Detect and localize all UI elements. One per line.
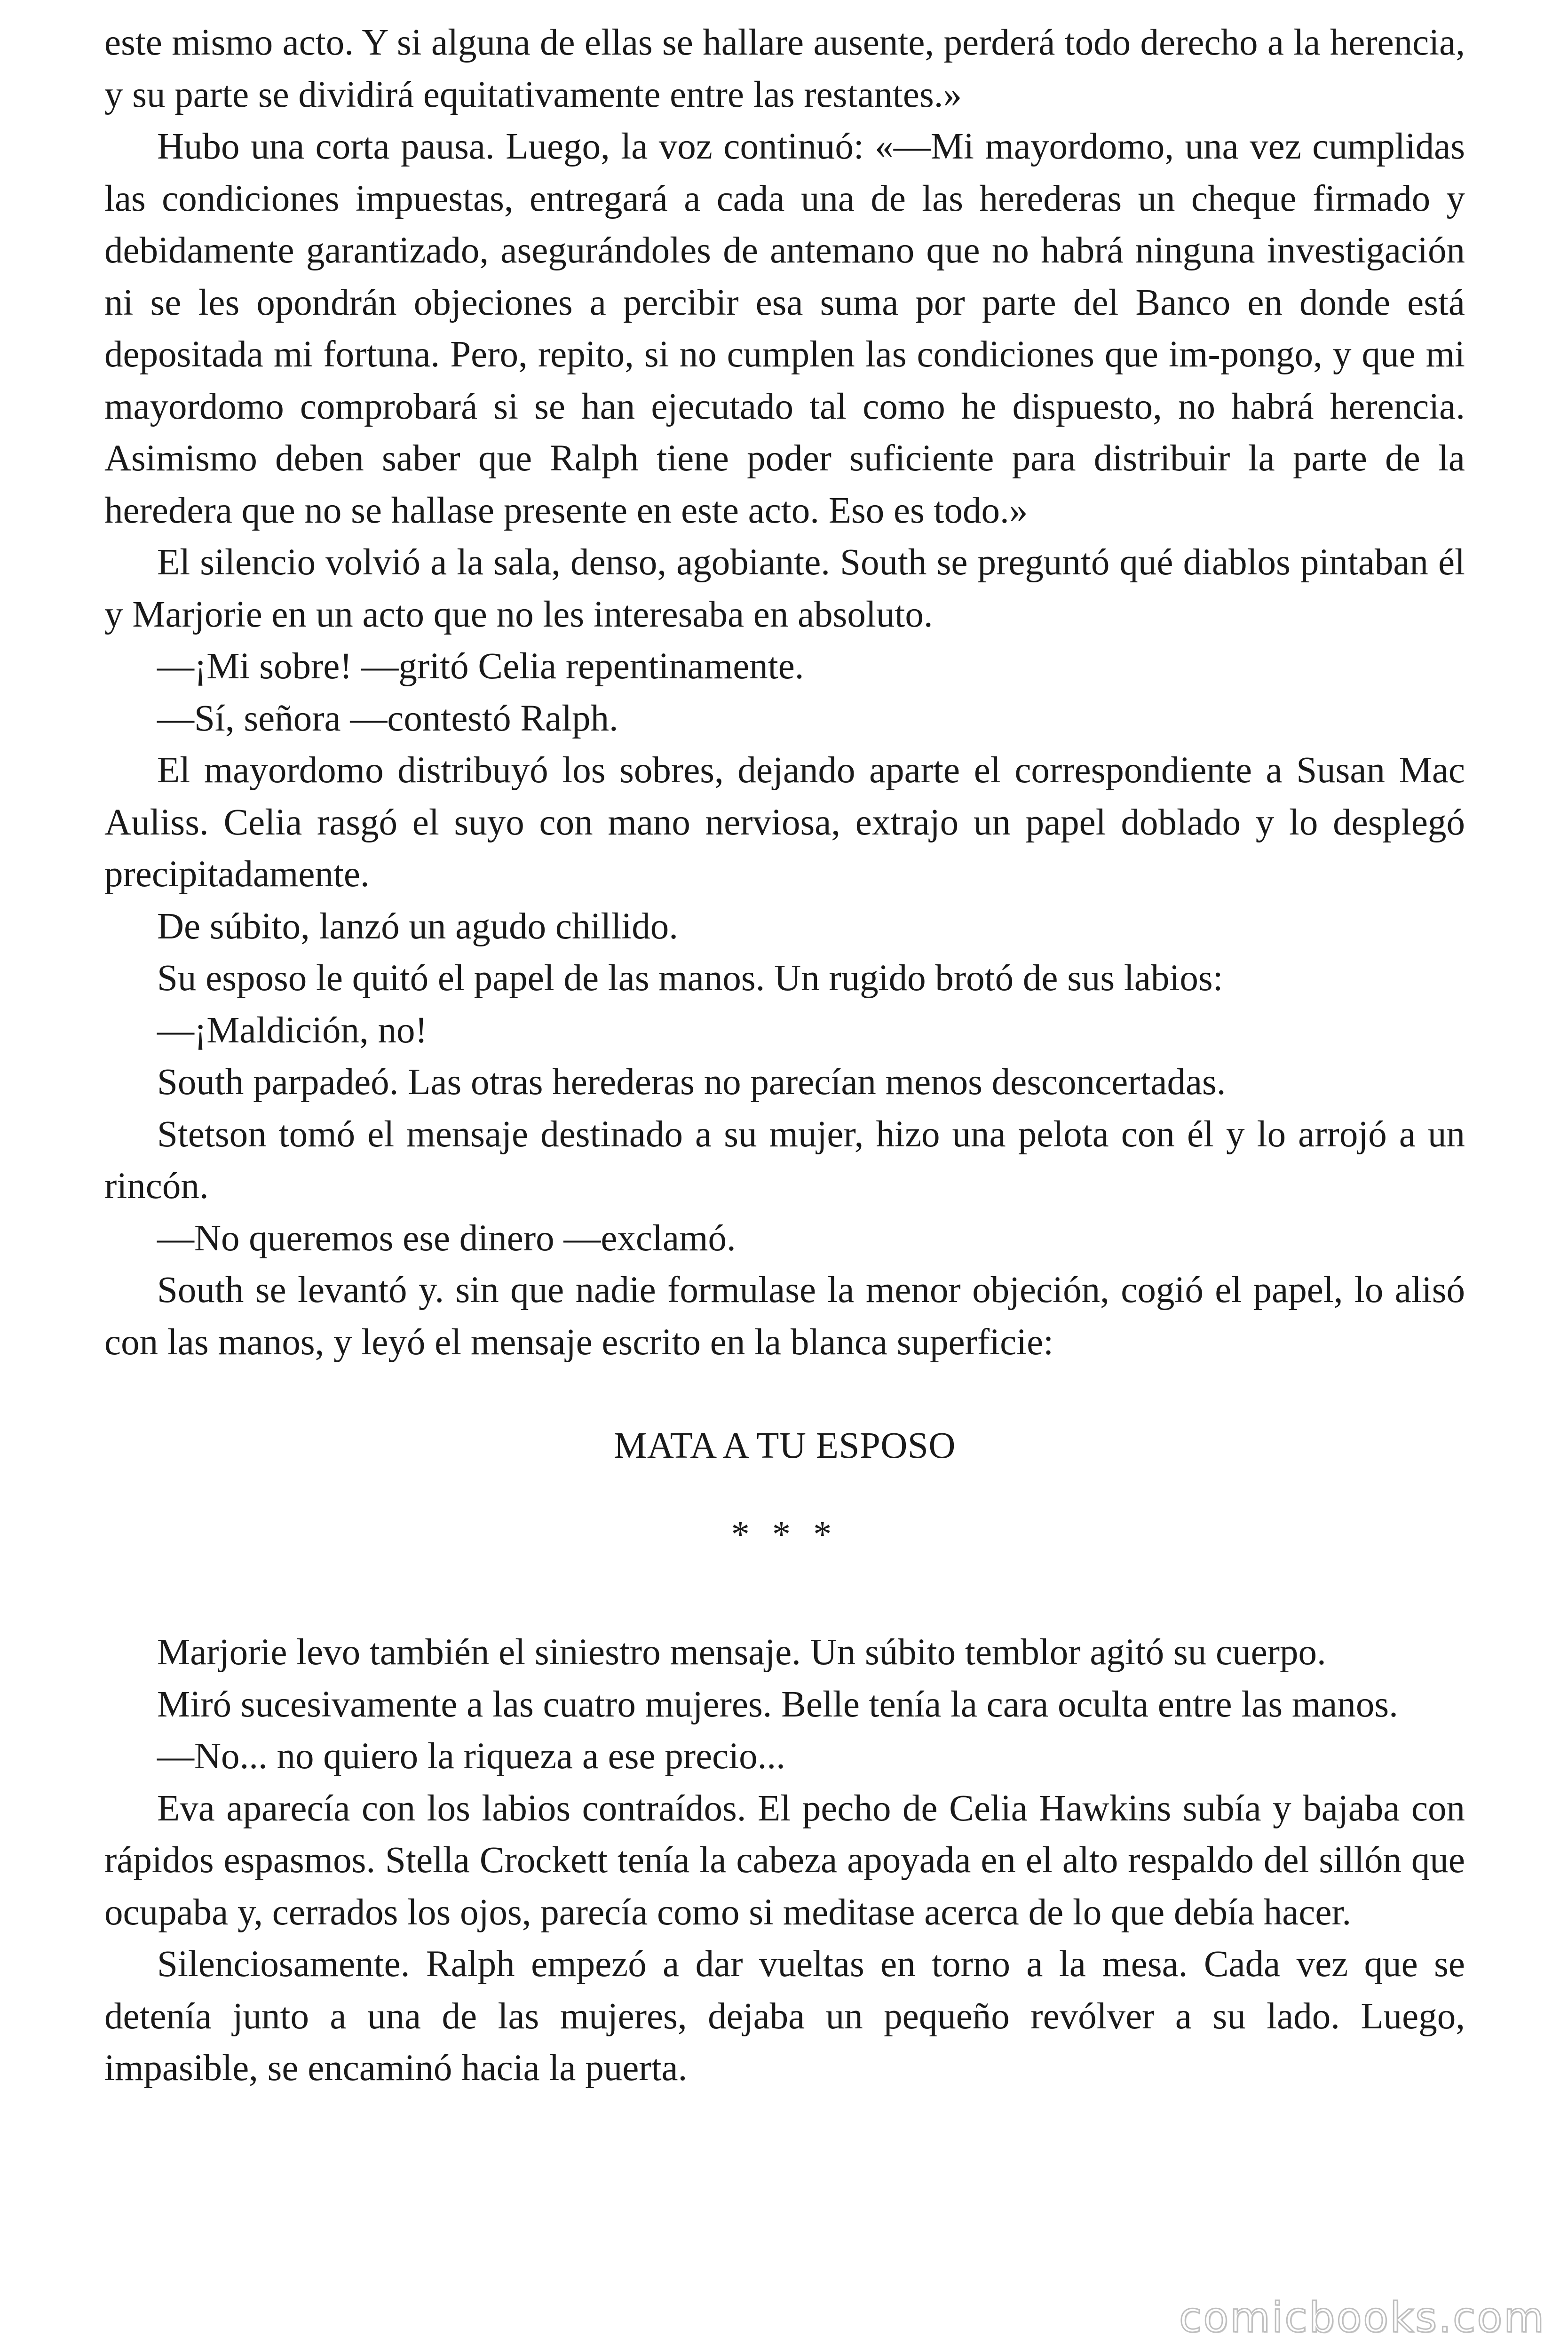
book-page xyxy=(104,17,1465,2095)
paragraph: El mayordomo distribuyó los sobres, dejando aparte el correspondiente a Susan Mac Auliss. Celia rasgó el suyo con mano nerviosa, extrajo un papel doblado y lo desplegó precipitadamente. xyxy=(104,750,1465,895)
section-break: * * * xyxy=(731,1514,839,1555)
paragraph: —No queremos ese dinero —exclamó. xyxy=(157,1217,736,1259)
paragraph: Marjorie levo también el siniestro mensaje. Un súbito temblor agitó su cuerpo. xyxy=(157,1632,1326,1673)
paragraph: Eva aparecía con los labios contraídos. El pecho de Celia Hawkins subía y bajaba con rápidos espasmos. Stella Crockett tenía la cabeza apoyada en el alto respaldo del sillón que ocupaba y, cerrados los ojos, parecía como si meditase acerca de lo que debía hacer. xyxy=(104,1788,1465,1933)
paragraph: —Sí, señora —contestó Ralph. xyxy=(157,698,618,739)
paragraph: Silenciosamente. Ralph empezó a dar vueltas en torno a la mesa. Cada vez que se detenía junto a una de las mujeres, dejaba un pequeño revólver a su lado. Luego, impasible, se encaminó hacia la puerta. xyxy=(104,1944,1465,2089)
message-heading: MATA A TU ESPOSO xyxy=(614,1425,956,1466)
paragraph: South parpadeó. Las otras herederas no parecían menos desconcertadas. xyxy=(157,1062,1226,1103)
paragraph: El silencio volvió a la sala, denso, agobiante. South se preguntó qué diablos pintaban él y Marjorie en un acto que no les interesaba en absoluto. xyxy=(104,542,1465,635)
paragraph-continued: este mismo acto. Y si alguna de ellas se hallare ausente, perderá todo derecho a la herencia, y su parte se dividirá equitativamente entre las restantes.» xyxy=(104,22,1465,115)
paragraph: De súbito, lanzó un agudo chillido. xyxy=(157,906,679,947)
paragraph: —¡Mi sobre! —gritó Celia repentinamente. xyxy=(157,646,804,687)
watermark-logo: comicbooks.com xyxy=(1179,2293,1545,2342)
paragraph: —¡Maldición, no! xyxy=(157,1009,428,1051)
paragraph: —No... no quiero la riqueza a ese precio... xyxy=(157,1736,785,1777)
paragraph: Su esposo le quitó el papel de las manos. Un rugido brotó de sus labios: xyxy=(157,958,1223,999)
paragraph: South se levantó y. sin que nadie formulase la menor objeción, cogió el papel, lo alisó con las manos, y leyó el mensaje escrito en la blanca superficie: xyxy=(104,1270,1465,1363)
paragraph: Miró sucesivamente a las cuatro mujeres. Belle tenía la cara oculta entre las manos. xyxy=(157,1684,1398,1725)
paragraph: Stetson tomó el mensaje destinado a su mujer, hizo una pelota con él y lo arrojó a un rincón. xyxy=(104,1113,1465,1207)
paragraph: Hubo una corta pausa. Luego, la voz continuó: «—Mi mayordomo, una vez cumplidas las condiciones impuestas, entregará a cada una de las herederas un cheque firmado y debidamente garantizado, asegurándoles de antemano que no habrá ninguna investigación ni se les opondrán objeciones a percibir esa suma por parte del Banco en donde está depositada mi fortuna. Pero, repito, si no cumplen las condiciones que im-pongo, y que mi mayordomo comprobará si se han ejecutado tal como he dispuesto, no habrá herencia. Asimismo deben saber que Ralph tiene poder suficiente para distribuir la parte de la heredera que no se hallase presente en este acto. Eso es todo.» xyxy=(104,126,1465,531)
